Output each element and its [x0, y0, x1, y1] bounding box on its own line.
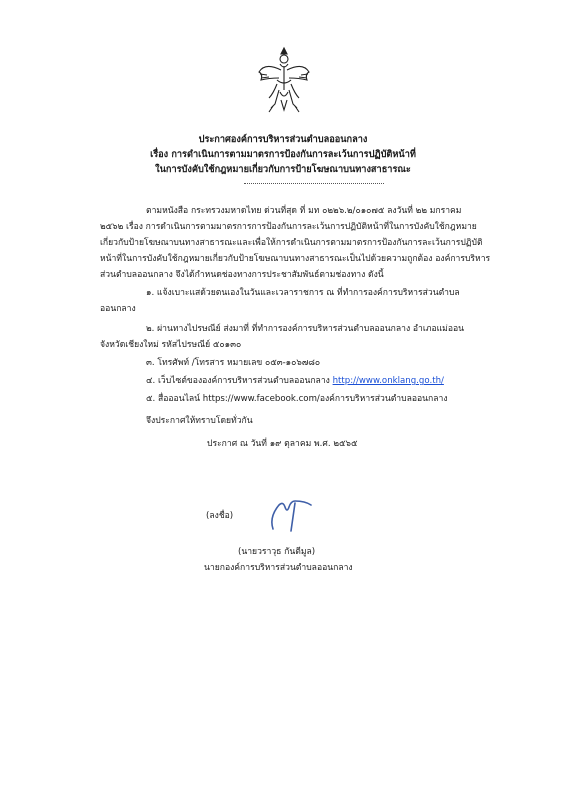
- list-item-cont: ออนกลาง: [100, 304, 136, 314]
- list-item: ๑. แจ้งเบาะแสด้วยตนเองในวันและเวลาราชการ ณ ที่ทำการองค์การบริหารส่วนตำบล: [146, 288, 460, 298]
- list-item: ๕. สื่อออนไลน์ https://www.facebook.com/องค์การบริหารส่วนตำบลออนกลาง: [146, 394, 448, 404]
- signer-name: (นายวราวุธ กันตีมูล): [238, 547, 316, 557]
- body-line: หน้าที่ในการบังคับใช้กฎหมายเกี่ยวกับป้ายโฆษณาบนทางสาธารณะเป็นไปด้วยความถูกต้อง องค์การบริหาร: [100, 254, 491, 264]
- garuda-emblem-icon: [255, 44, 313, 114]
- signer-title: นายกองค์การบริหารส่วนตำบลออนกลาง: [204, 563, 353, 573]
- body-line: ส่วนตำบลออนกลาง จึงได้กำหนดช่องทางการประชาสัมพันธ์ตามช่องทาง ดังนี้: [100, 270, 384, 280]
- list-item: [146, 373, 444, 387]
- signature-icon: [265, 495, 317, 533]
- list-item-cont: จังหวัดเชียงใหม่ รหัสไปรษณีย์ ๕๐๑๓๐: [100, 340, 242, 350]
- body-line: ตามหนังสือ กระทรวงมหาดไทย ด่วนที่สุด ที่ มท ๐๒๒๖.๒/๐๑๐๗๕ ลงวันที่ ๒๒ มกราคม: [146, 206, 462, 216]
- website-link[interactable]: http://www.onklang.go.th/: [332, 376, 444, 386]
- website-label: ๔. เว็บไซต์ขององค์การบริหารส่วนตำบลออนกลาง: [146, 376, 330, 386]
- list-item: ๒. ผ่านทางไปรษณีย์ ส่งมาที่ ที่ทำการองค์การบริหารส่วนตำบลออนกลาง อำเภอแม่ออน: [146, 324, 465, 334]
- body-line: เกี่ยวกับป้ายโฆษณาบนทางสาธารณะและเพื่อให้การดำเนินการตามมาตรการป้องกันการละเว้นการปฏิบัติ: [100, 238, 483, 248]
- closing-text: จึงประกาศให้ทราบโดยทั่วกัน: [146, 416, 253, 426]
- dotted-divider: [244, 183, 384, 184]
- body-line: ๒๕๖๒ เรื่อง การดำเนินการตามมาตรการการป้องกันการละเว้นการปฏิบัติหน้าที่ในการบังคับใช้กฎหมาย: [100, 222, 477, 232]
- list-item: ๓. โทรศัพท์ /โทรสาร หมายเลข ๐๕๓-๑๐๖๗๘๐: [146, 358, 321, 368]
- announcement-subject-cont: ในการบังคับใช้กฎหมายเกี่ยวกับการป้ายโฆษณาบนทางสาธารณะ: [155, 164, 411, 175]
- signature-label: (ลงชื่อ): [206, 511, 234, 521]
- announcement-date: ประกาศ ณ วันที่ ๑๙ ตุลาคม พ.ศ. ๒๕๖๕: [207, 439, 358, 449]
- announcement-subject: เรื่อง การดำเนินการตามมาตรการป้องกันการละเว้นการปฏิบัติหน้าที่: [150, 149, 416, 160]
- announcement-title: ประกาศองค์การบริหารส่วนตำบลออนกลาง: [198, 134, 368, 145]
